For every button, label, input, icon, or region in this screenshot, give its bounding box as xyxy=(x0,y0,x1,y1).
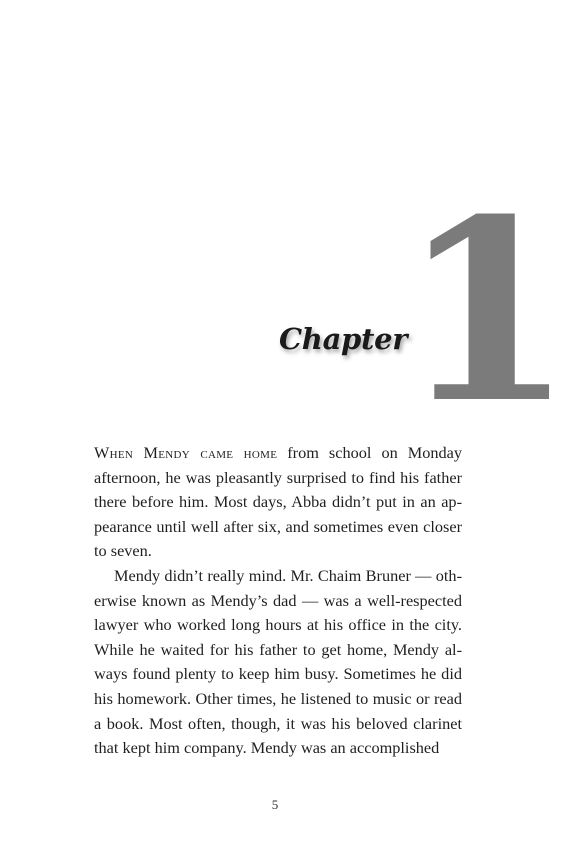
paragraph-1 xyxy=(94,441,462,564)
chapter-label: Chapter xyxy=(279,322,408,356)
paragraph-1-text: from school on Monday afternoon, he was pleasantly surprised to find his father there before him. Most days, Abba didn’t put in an appearance until well after six, and sometimes even closer to seven. xyxy=(94,443,463,561)
paragraph-1-lead: When Mendy came home xyxy=(94,443,278,462)
page-number: 5 xyxy=(271,797,279,812)
paragraph-2: Mendy didn’t really mind. Mr. Chaim Bruner — otherwise known as Mendy’s dad — was a well-respected lawyer who worked long hours at his office in the city. While he waited for his father to get home, Mendy always found plenty to keep him busy. Sometimes he did his homework. Other times, he listened to music or read a book. Most often, though, it was his beloved clarinet that kept him company. Mendy was an accomplished xyxy=(94,565,462,758)
chapter-number: 1 xyxy=(400,164,574,458)
body-text xyxy=(94,441,462,761)
